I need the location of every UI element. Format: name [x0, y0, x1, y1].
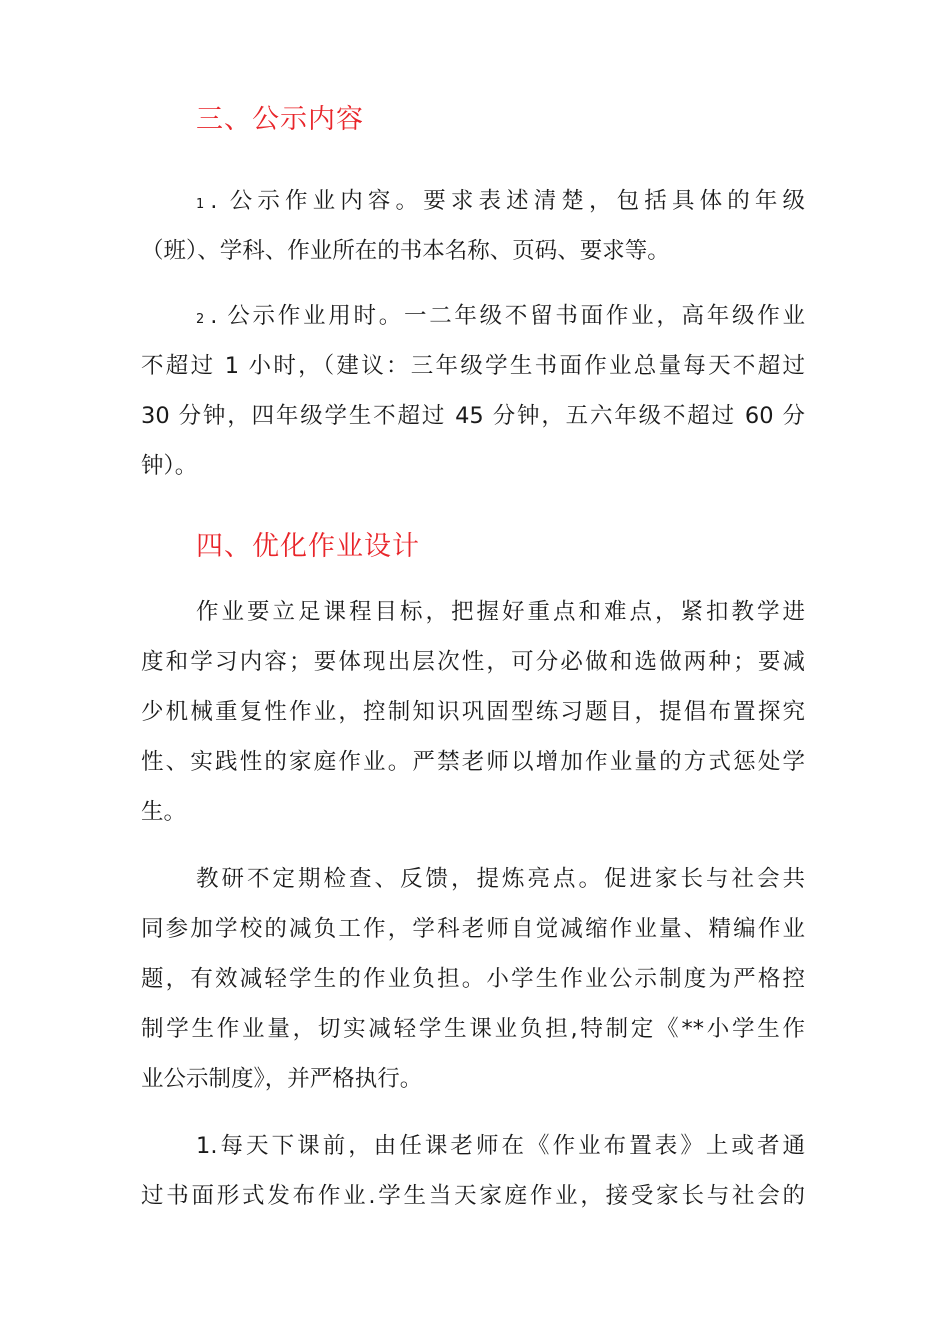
item-2-line-3: 30 分钟，四年级学生不超过 45 分钟，五六年级不超过 60 分 [141, 403, 805, 429]
item-2-line-4: 钟）。 [141, 453, 198, 479]
item-1-line-1 [196, 186, 805, 220]
paragraph-2-line-1: 教研不定期检查、反馈，提炼亮点。促进家长与社会共 [196, 866, 805, 892]
section-heading-4: 四、优化作业设计 [196, 531, 420, 562]
section-heading-3: 三、公示内容 [196, 104, 364, 135]
paragraph-3-line-1: 1.每天下课前，由任课老师在《作业布置表》上或者通 [196, 1133, 805, 1159]
item-1-number: 1 [196, 197, 205, 212]
item-2-line-2: 不超过 1 小时，（建议：三年级学生书面作业总量每天不超过 [141, 353, 805, 379]
item-1-line-2: （班）、学科、作业所在的书本名称、页码、要求等。 [141, 238, 670, 264]
paragraph-2-line-5: 业公示制度》，并严格执行。 [141, 1066, 423, 1092]
paragraph-1-line-5: 生。 [141, 799, 187, 825]
paragraph-1-line-2: 度和学习内容；要体现出层次性，可分必做和选做两种；要减 [141, 649, 805, 675]
paragraph-2-line-2: 同参加学校的减负工作，学科老师自觉减缩作业量、精编作业 [141, 916, 805, 942]
item-1-text: . 公示作业内容。要求表述清楚，包括具体的年级 [210, 188, 805, 214]
paragraph-2-line-4: 制学生作业量，切实减轻学生课业负担,特制定《**小学生作 [141, 1016, 805, 1042]
item-2-line-1 [196, 301, 805, 335]
paragraph-1-line-3: 少机械重复性作业，控制知识巩固型练习题目，提倡布置探究 [141, 699, 805, 725]
paragraph-1-line-4: 性、实践性的家庭作业。严禁老师以增加作业量的方式惩处学 [141, 749, 805, 775]
paragraph-1-line-1: 作业要立足课程目标，把握好重点和难点，紧扣教学进 [196, 599, 805, 625]
paragraph-2-line-3: 题，有效减轻学生的作业负担。小学生作业公示制度为严格控 [141, 966, 805, 992]
item-2-text: . 公示作业用时。一二年级不留书面作业，高年级作业 [210, 303, 805, 329]
item-2-number: 2 [196, 312, 205, 327]
paragraph-3-line-2: 过书面形式发布作业.学生当天家庭作业，接受家长与社会的 [141, 1183, 805, 1209]
